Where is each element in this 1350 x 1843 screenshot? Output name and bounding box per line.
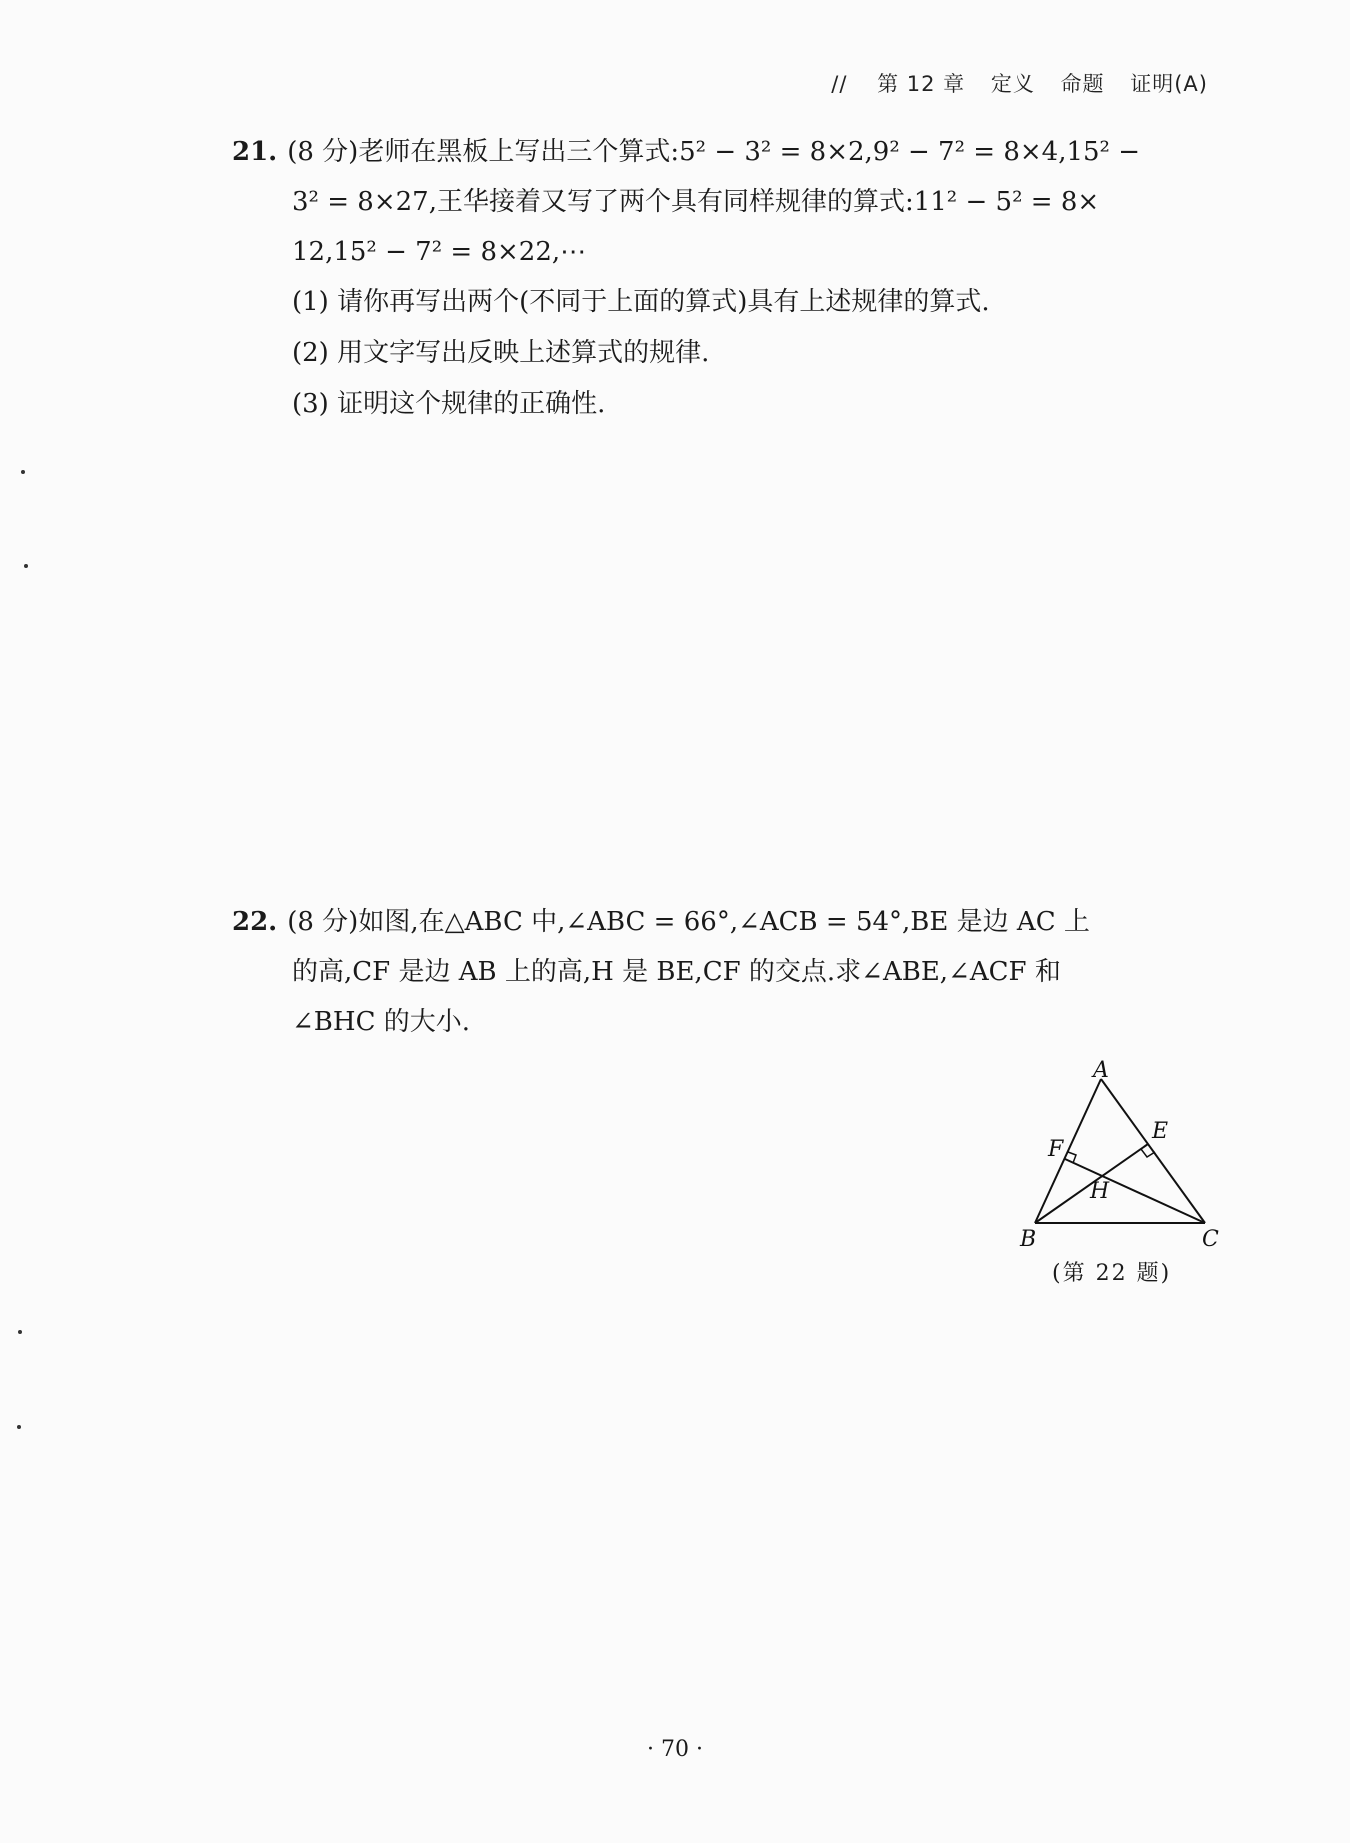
problem-21-line-3: 12,15² − 7² = 8×22,⋯ [292,237,587,267]
problem-21-line-1-text: (8 分)老师在黑板上写出三个算式:5² − 3² = 8×2,9² − 7² = 8×4,15² − [287,137,1141,167]
triangle-diagram [1015,1060,1245,1260]
scan-speck [18,1330,22,1334]
label-b: B [1020,1227,1037,1252]
label-f: F [1048,1137,1064,1162]
problem-22-line-2: 的高,CF 是边 AB 上的高,H 是 BE,CF 的交点.求∠ABE,∠ACF 和 [292,957,1061,987]
problem-21-line-2: 3² = 8×27,王华接着又写了两个具有同样规律的算式:11² − 5² = 8× [292,187,1100,217]
problem-22-number: 22. [232,907,278,937]
label-e: E [1152,1119,1169,1144]
running-header [831,68,1208,98]
altitude-cf [1065,1159,1205,1223]
problem-22-line-1 [232,897,1212,947]
header-title-2: 命题 [1060,72,1105,96]
page-number: · 70 · [647,1737,703,1762]
problem-22 [232,897,1212,1047]
header-slash: // [831,72,848,96]
label-h: H [1090,1179,1110,1204]
label-a: A [1093,1060,1109,1083]
problem-21-part-3: (3) 证明这个规律的正确性. [292,389,606,419]
scan-speck [24,564,28,568]
header-title-3: 证明(A) [1130,72,1208,96]
problem-21-number: 21. [232,137,278,167]
problem-21-part-1: (1) 请你再写出两个(不同于上面的算式)具有上述规律的算式. [292,287,990,317]
scan-speck [17,1425,21,1429]
triangle-figure [1015,1060,1245,1260]
scan-speck [21,470,25,474]
side-ac [1101,1079,1205,1223]
problem-22-line-3: ∠BHC 的大小. [292,1007,470,1037]
header-chapter: 第 12 章 [877,72,966,96]
figure-caption: (第 22 题) [1052,1261,1172,1286]
problem-22-line-1-text: (8 分)如图,在△ABC 中,∠ABC = 66°,∠ACB = 54°,BE 是边 AC 上 [287,907,1090,937]
label-c: C [1202,1227,1219,1252]
problem-21-line-1 [232,127,1212,177]
problem-21-part-2: (2) 用文字写出反映上述算式的规律. [292,338,710,368]
header-title-1: 定义 [990,72,1035,96]
problem-21 [232,127,1212,430]
